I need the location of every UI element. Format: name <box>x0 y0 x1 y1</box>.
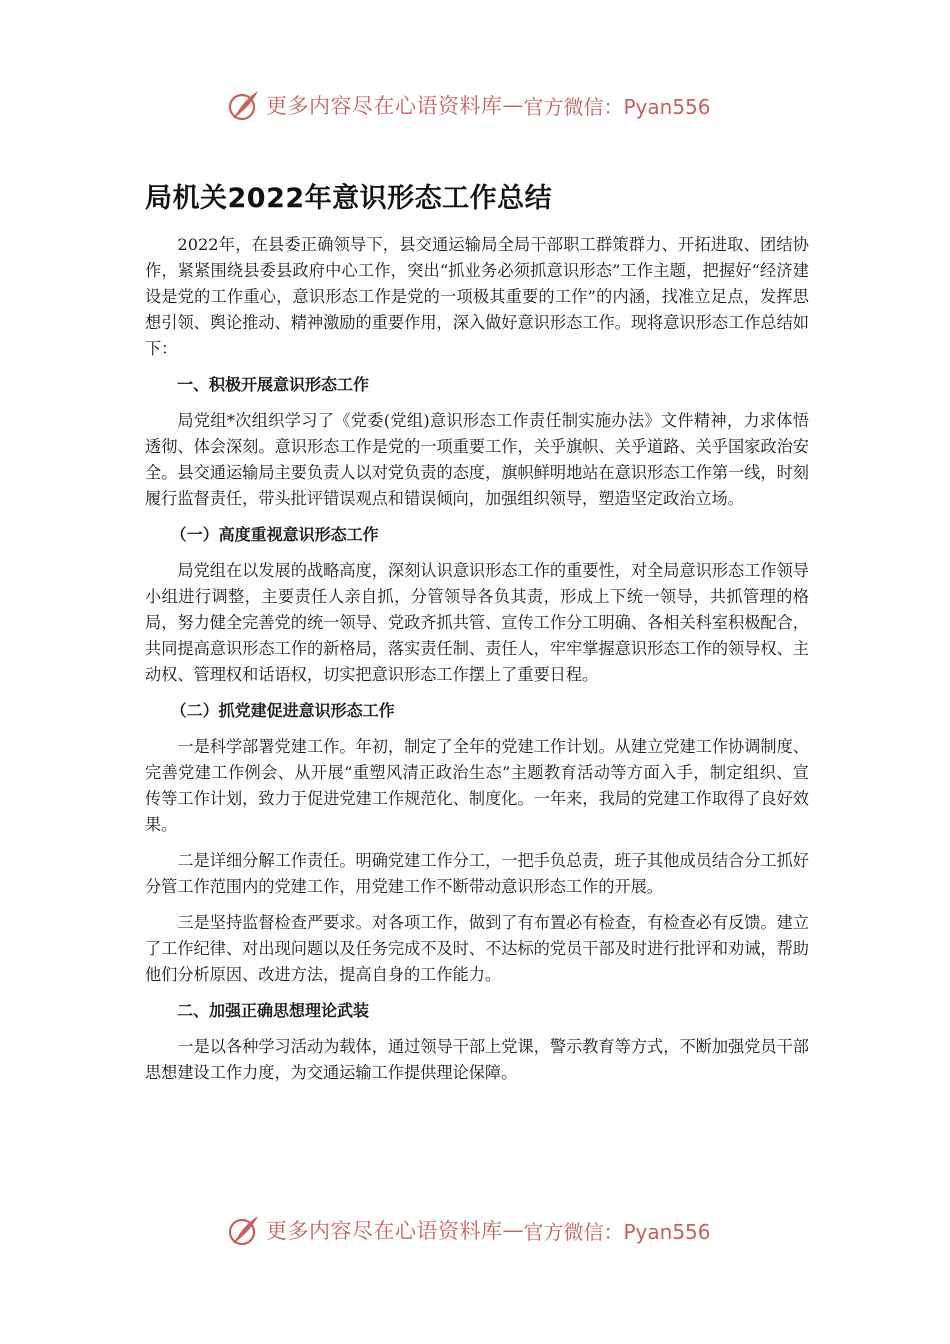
document-body <box>145 232 809 1096</box>
body-paragraph: 2022年，在县委正确领导下，县交通运输局全局干部职工群策群力、开拓进取、团结协作，紧紧围绕县委县政府中心工作，突出“抓业务必须抓意识形态”工作主题，把握好“经济建设是党的工作重心，意识形态工作是党的一项极其重要的工作”的内涵，找准立足点，发挥思想引领、舆论推动、精神激励的重要作用，深入做好意识形态工作。现将意识形态工作总结如下： <box>145 235 809 358</box>
document-title: 局机关2022年意识形态工作总结 <box>145 183 553 214</box>
section-heading: 一、积极开展意识形态工作 <box>177 375 370 394</box>
header-banner <box>226 85 711 125</box>
footer-banner <box>226 1210 711 1250</box>
body-paragraph: 二是详细分解工作责任。明确党建工作分工，一把手负总责，班子其他成员结合分工抓好分管工作范围内的党建工作，用党建工作不断带动意识形态工作的开展。 <box>145 851 809 896</box>
banner-text: 更多内容尽在心语资料库 <box>266 94 503 118</box>
quill-logo-icon <box>226 87 262 123</box>
body-paragraph: 局党组在以发展的战略高度，深刻认识意识形态工作的重要性，对全局意识形态工作领导小组进行调整，主要责任人亲自抓，分管领导各负其责，形成上下统一领导，共抓管理的格局，努力健全完善党的统一领导、党政齐抓共管、宣传工作分工明确、各相关科室积极配合，共同提高意识形态工作的新格局，落实责任制、责任人，牢牢掌握意识形态工作的领导权、主动权、管理权和话语权，切实把意识形态工作摆上了重要日程。 <box>145 561 809 684</box>
body-paragraph: 局党组*次组织学习了《党委(党组)意识形态工作责任制实施办法》文件精神，力求体悟透彻、体会深刻。意识形态工作是党的一项重要工作，关乎旗帜、关乎道路、关乎国家政治安全。县交通运输局主要负责人以对党负责的态度，旗帜鲜明地站在意识形态工作第一线，时刻履行监督责任，带头批评错误观点和错误倾向，加强组织领导，塑造坚定政治立场。 <box>145 411 809 508</box>
banner-separator: — <box>502 93 524 117</box>
subsection-heading: （二）抓党建促进意识形态工作 <box>170 701 395 720</box>
banner-contact: 官方微信：Pyan556 <box>523 94 711 119</box>
body-paragraph: 一是以各种学习活动为载体，通过领导干部上党课，警示教育等方式，不断加强党员干部思想建设工作力度，为交通运输工作提供理论保障。 <box>145 1037 809 1082</box>
body-paragraph: 一是科学部署党建工作。年初，制定了全年的党建工作计划。从建立党建工作协调制度、完善党建工作例会、从开展“重塑风清正政治生态”主题教育活动等方面入手，制定组织、宣传等工作计划，致力于促进党建工作规范化、制度化。一年来，我局的党建工作取得了良好效果。 <box>145 737 809 834</box>
quill-logo-icon <box>226 1212 262 1248</box>
subsection-heading: （一）高度重视意识形态工作 <box>170 525 379 544</box>
body-paragraph: 三是坚持监督检查严要求。对各项工作，做到了有布置必有检查，有检查必有反馈。建立了工作纪律、对出现问题以及任务完成不及时、不达标的党员干部及时进行批评和劝诫，帮助他们分析原因、改进方法，提高自身的工作能力。 <box>145 913 809 984</box>
banner-text: 更多内容尽在心语资料库 <box>266 1219 503 1243</box>
banner-separator: — <box>502 1218 524 1242</box>
section-heading: 二、加强正确思想理论武装 <box>177 1001 370 1020</box>
banner-contact: 官方微信：Pyan556 <box>523 1219 711 1244</box>
